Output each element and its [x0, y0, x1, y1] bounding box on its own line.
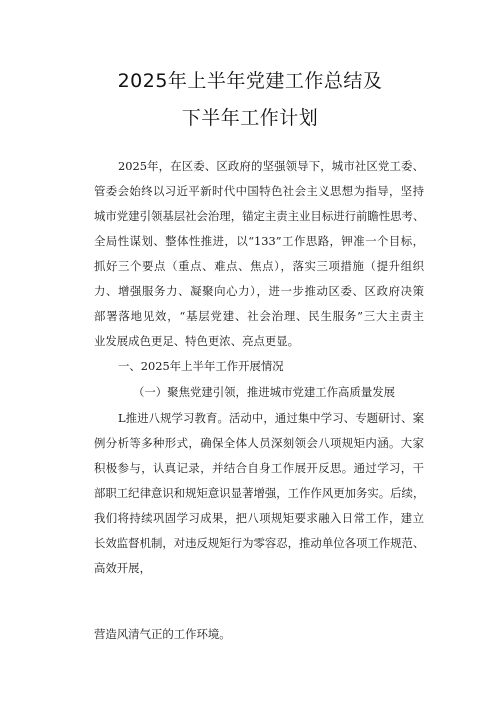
body-line: 我们将持续巩固学习成果，把八项规矩要求融入日常工作，建立 [94, 511, 424, 525]
body-line-continued: 营造风清气正的工作环境。 [94, 627, 231, 641]
body-line: 部职工纪律意识和规矩意识显著增强，工作作风更加务实。后续， [94, 486, 425, 500]
intro-line: 2025年，在区委、区政府的坚强领导下，城市社区党工委、 [118, 159, 424, 173]
section-heading-2: （一）聚焦党建引领，推进城市党建工作高质量发展 [133, 385, 395, 399]
body-line: 长效监督机制，对违反规矩行为零容忍，推动单位各项工作规范、 [94, 536, 425, 550]
section-heading-1: 一、2025年上半年工作开展情况 [118, 359, 284, 373]
body-line: 例分析等多种形式，确保全体人员深刻领会八项规矩内涵。大家 [94, 436, 424, 450]
intro-line: 抓好三个要点（重点、难点、焦点），落实三项措施（提升组织 [94, 259, 424, 273]
intro-line: 管委会始终以习近平新时代中国特色社会主义思想为指导，坚持 [94, 184, 424, 198]
intro-line: 部署落地见效，“基层党建、社会治理、民生服务”三大主责主 [94, 309, 424, 323]
body-line: 高效开展， [94, 561, 151, 575]
body-line: L推进八规学习教育。活动中，通过集中学习、专题研讨、案 [118, 411, 424, 425]
intro-line: 业发展成色更足、特色更浓、亮点更显。 [94, 334, 300, 348]
document-title-line-1: 2025年上半年党建工作总结及 [117, 70, 383, 92]
intro-line: 力、增强服务力、凝聚向心力），进一步推动区委、区政府决策 [94, 284, 424, 298]
intro-line: 城市党建引领基层社会治理，锚定主责主业目标进行前瞻性思考、 [94, 209, 425, 223]
body-line: 积极参与，认真记录，并结合自身工作展开反思。通过学习，干 [94, 461, 424, 475]
document-title-line-2: 下半年工作计划 [181, 107, 319, 129]
intro-line: 全局性谋划、整体性推进，以“133”工作思路，钾准一个目标， [94, 234, 424, 248]
